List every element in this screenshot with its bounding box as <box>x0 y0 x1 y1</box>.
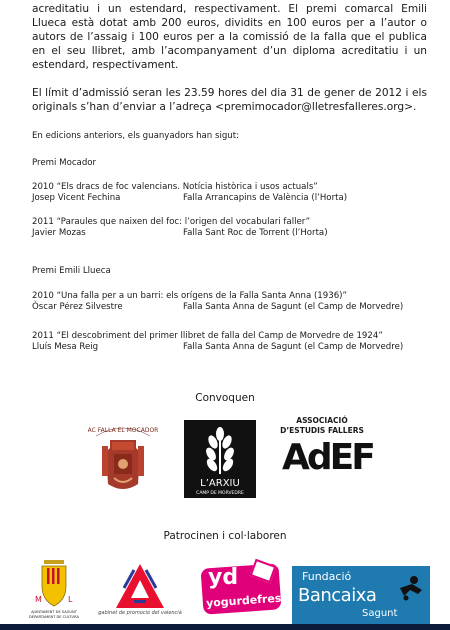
fundacio-bancaixa-logo <box>292 566 430 624</box>
arxiu-logo-subtext: CAMP DE MORVEDRE <box>196 491 244 496</box>
ajuntament-logo-text: AJUNTAMENT DE SAGUNT DEPARTAMENT DE CULTURA <box>29 610 79 619</box>
patrocinen-heading: Patrocinen i col·laboren <box>163 530 287 542</box>
yogurdefresa-mark: yd <box>208 565 239 590</box>
bancaixa-sagunt-text: Sagunt <box>362 608 398 619</box>
bancaixa-main-text: Bancaixa <box>298 585 377 606</box>
intro-paragraph-prizes: acreditatiu i un estendard, respectivament. El premi comarcal Emili Llueca està dotat amb 200 euros, dividits en 100 euros per a l’autor o autors de l’assaig i 100 euros per a la comissió de la falla que el publica en el seu llibret, amb l’acompanyament d’un diploma acreditatiu i un estendard, respectivament. <box>32 3 427 71</box>
mocador-2011-falla: Falla Sant Roc de Torrent (l’Horta) <box>183 228 328 238</box>
bancaixa-figure-icon <box>396 574 426 602</box>
llueca-2011-author: Lluís Mesa Reig <box>32 342 99 352</box>
bancaixa-fundacio-text: Fundació <box>302 570 352 583</box>
premi-llueca-title: Premi Emili Llueca <box>32 266 111 276</box>
footer-bar <box>0 624 450 630</box>
svg-text:M: M <box>35 595 42 604</box>
arxiu-logo <box>184 420 256 498</box>
arxiu-logo-text: L’ARXIU <box>200 478 240 489</box>
mocador-2011-author: Javier Mozas <box>32 228 86 238</box>
premi-mocador-title: Premi Mocador <box>32 158 97 168</box>
llueca-2011-work: 2011 “El descobriment del primer llibret de falla del Camp de Morvedre de 1924” <box>32 331 383 341</box>
intro-paragraph-deadline: El límit d’admissió seran les 23.59 hores del dia 31 de gener de 2012 i els originals s’han d’enviar a l’adreça <premimocador@lletresfalleres.org>. <box>32 87 427 113</box>
mocador-logo-text: AC FALLA EL MOCADOR <box>88 427 158 434</box>
llueca-2010-author: Òscar Pérez Silvestre <box>32 302 123 312</box>
mocador-2010-work: 2010 “Els dracs de foc valencians. Notícia històrica i usos actuals” <box>32 182 318 192</box>
ajuntament-sagunt-logo <box>26 556 82 622</box>
llueca-2010-falla: Falla Santa Anna de Sagunt (el Camp de Morvedre) <box>183 302 404 312</box>
gabinet-logo-text: gabinet de promoció del valencià <box>98 610 182 616</box>
mocador-2011-work: 2011 “Paraules que naixen del foc: l’origen del vocabulari faller” <box>32 217 311 227</box>
gabinet-valencia-logo <box>98 558 182 622</box>
convoquen-heading: Convoquen <box>195 392 255 404</box>
adef-logo <box>280 416 373 498</box>
adef-logo-top-text: ASSOCIACIÓ D’ESTUDIS FALLERS <box>280 416 364 435</box>
svg-text:L: L <box>68 595 73 604</box>
llueca-2010-work: 2010 “Una falla per a un barri: els orígens de la Falla Santa Anna (1936)” <box>32 291 347 301</box>
yogurdefresa-logo <box>200 560 290 616</box>
llueca-2011-falla: Falla Santa Anna de Sagunt (el Camp de Morvedre) <box>183 342 404 352</box>
adef-logo-mark: AdEF <box>282 437 373 478</box>
mocador-2010-falla: Falla Arrancapins de València (l’Horta) <box>183 193 348 203</box>
winners-intro: En edicions anteriors, els guanyadors han sigut: <box>32 131 240 141</box>
yogurdefresa-text: yogurdefresa <box>205 591 290 610</box>
falla-mocador-logo <box>88 418 158 496</box>
mocador-2010-author: Josep Vicent Fechina <box>32 193 121 203</box>
